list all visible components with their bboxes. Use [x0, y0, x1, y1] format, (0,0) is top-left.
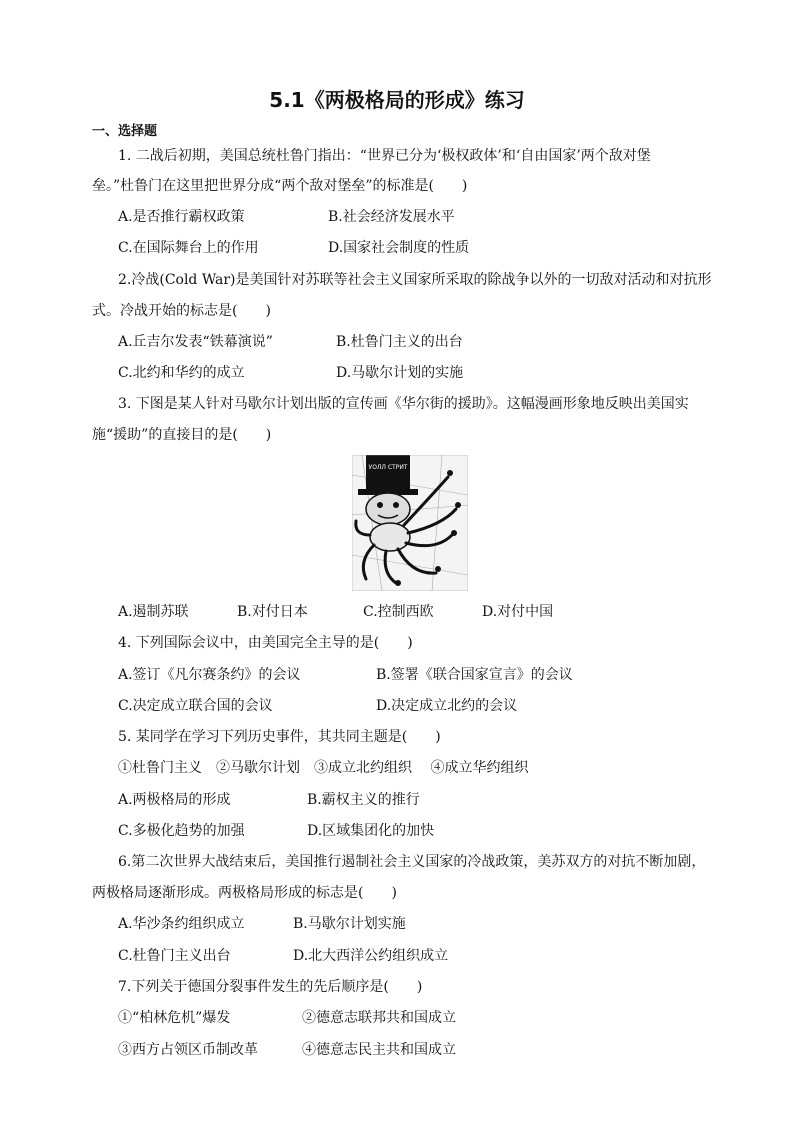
q2-option-b: B.杜鲁门主义的出台 [336, 334, 463, 350]
q5-option-b: B.霸权主义的推行 [307, 792, 420, 808]
q4-option-b: B.签署《联合国家宣言》的会议 [376, 667, 573, 683]
q6-option-a: A.华沙条约组织成立 [118, 916, 245, 932]
q3-option-b: B.对付日本 [237, 604, 308, 620]
q5-option-c: C.多极化趋势的加强 [118, 823, 245, 839]
q4-option-d: D.决定成立北约的会议 [376, 698, 518, 714]
hat-text: УОЛЛ СТРИТ [368, 464, 408, 471]
q6-option-b: B.马歇尔计划实施 [293, 916, 406, 932]
wall-street-aid-cartoon [352, 455, 468, 591]
top-hat-icon [366, 455, 410, 491]
q2-option-c: C.北约和华约的成立 [118, 365, 245, 381]
q4-option-c: C.决定成立联合国的会议 [118, 698, 273, 714]
q7-stem: 7.下列关于德国分裂事件发生的先后顺序是( ) [118, 979, 423, 995]
q7-item-3: ③西方占领区币制改革 [118, 1042, 258, 1058]
section-heading: 一、选择题 [92, 124, 158, 139]
page-title: 5.1《两极格局的形成》练习 [269, 88, 525, 112]
q3-stem-line2: 施“援助”的直接目的是( ) [92, 427, 272, 443]
q1-stem-line1: 1. 二战后初期，美国总统杜鲁门指出：“世界已分为‘极权政体’和‘自由国家’两个敌对堡 [118, 148, 651, 164]
q6-stem-line1: 6.第二次世界大战结束后，美国推行遏制社会主义国家的冷战政策，美苏双方的对抗不断加剧， [118, 854, 706, 870]
q2-option-a: A.丘吉尔发表“铁幕演说” [118, 334, 273, 350]
q3-option-a: A.遏制苏联 [118, 604, 189, 620]
q7-item-4: ④德意志民主共和国成立 [302, 1042, 456, 1058]
q3-option-c: C.控制西欧 [363, 604, 434, 620]
q6-option-d: D.北大西洋公约组织成立 [293, 948, 449, 964]
q1-option-c: C.在国际舞台上的作用 [118, 240, 259, 256]
q2-option-d: D.马歇尔计划的实施 [336, 365, 464, 381]
q5-option-a: A.两极格局的形成 [118, 792, 231, 808]
q7-item-2: ②德意志联邦共和国成立 [302, 1010, 456, 1026]
q1-option-a: A.是否推行霸权政策 [118, 209, 245, 225]
q1-stem-line2: 垒。”杜鲁门在这里把世界分成“两个敌对堡垒”的标准是( ) [92, 178, 468, 194]
q1-option-b: B.社会经济发展水平 [328, 209, 455, 225]
q2-stem-line1: 2.冷战(Cold War)是美国针对苏联等社会主义国家所采取的除战争以外的一切敌对活动和对抗形 [118, 272, 712, 288]
q1-option-d: D.国家社会制度的性质 [328, 240, 470, 256]
q2-stem-line2: 式。冷战开始的标志是( ) [92, 303, 271, 319]
q6-stem-line2: 两极格局逐渐形成。两极格局形成的标志是( ) [92, 885, 397, 901]
q6-option-c: C.杜鲁门主义出台 [118, 948, 231, 964]
q4-option-a: A.签订《凡尔赛条约》的会议 [118, 667, 301, 683]
q7-item-1: ①“柏林危机”爆发 [118, 1010, 231, 1026]
q5-option-d: D.区域集团化的加快 [307, 823, 435, 839]
q4-stem: 4. 下列国际会议中，由美国完全主导的是( ) [118, 635, 413, 651]
q3-option-d: D.对付中国 [482, 604, 554, 620]
q3-stem-line1: 3. 下图是某人针对马歇尔计划出版的宣传画《华尔街的援助》。这幅漫画形象地反映出美国实 [118, 396, 689, 412]
q5-items: ①杜鲁门主义 ②马歇尔计划 ③成立北约组织 ④成立华约组织 [118, 760, 529, 776]
q5-stem: 5. 某同学在学习下列历史事件，其共同主题是( ) [118, 729, 441, 745]
